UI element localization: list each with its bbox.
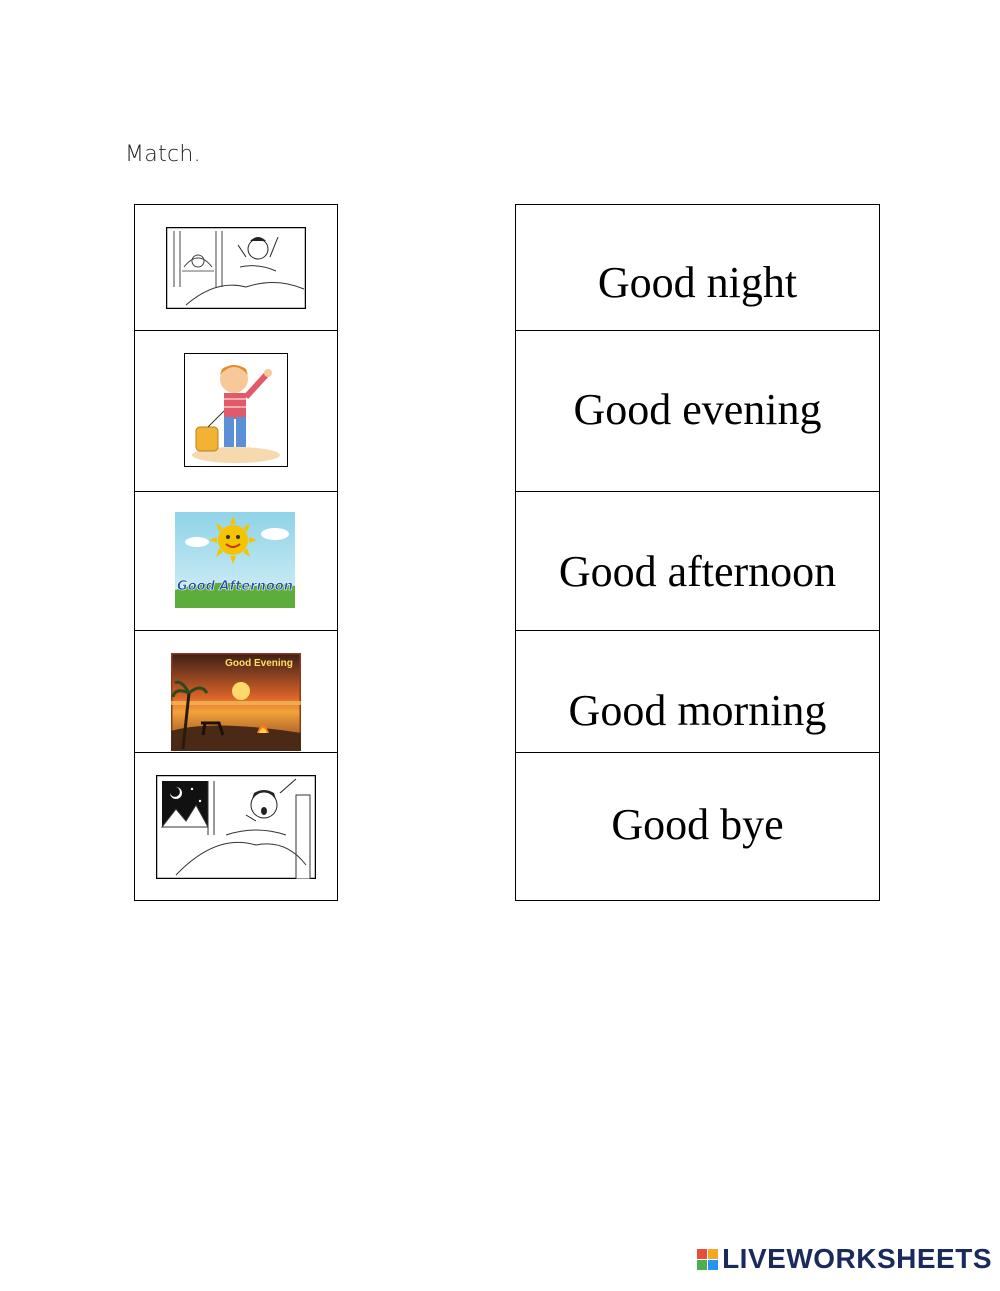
- instruction-text: Match.: [125, 142, 201, 167]
- picture-cell-2: [135, 331, 337, 492]
- liveworksheets-mark-icon: [697, 1249, 718, 1270]
- phrase-cell-5[interactable]: [516, 753, 879, 901]
- smiling-sun-card-icon: [175, 512, 295, 608]
- picture-cell-4: [135, 631, 337, 753]
- phrase-good-morning: Good morning: [568, 686, 827, 735]
- yawning-boy-night-icon: [156, 775, 316, 879]
- brand-name: LIVEWORKSHEETS: [722, 1243, 992, 1274]
- phrase-column: [515, 204, 880, 901]
- phrase-good-night: Good night: [597, 258, 798, 307]
- beach-sunset-card-icon: [171, 653, 301, 751]
- good-afternoon-card-text: Good Afternoon: [177, 579, 293, 594]
- phrase-cell-4[interactable]: [516, 631, 879, 753]
- phrase-good-bye: Good bye: [611, 800, 784, 849]
- picture-cell-3: [135, 492, 337, 631]
- phrase-cell-2[interactable]: [516, 331, 879, 492]
- good-evening-card-text: Good Evening: [225, 658, 293, 669]
- phrase-cell-3[interactable]: [516, 492, 879, 631]
- phrase-cell-1[interactable]: [516, 205, 879, 331]
- phrase-good-evening: Good evening: [573, 384, 822, 434]
- liveworksheets-logo: [697, 1243, 992, 1275]
- picture-cell-5: [135, 753, 337, 901]
- waking-up-sunrise-icon: [166, 227, 306, 309]
- picture-column: [134, 204, 338, 901]
- waving-boy-icon: [184, 353, 288, 467]
- picture-cell-1: [135, 205, 337, 331]
- phrase-good-afternoon: Good afternoon: [558, 546, 837, 596]
